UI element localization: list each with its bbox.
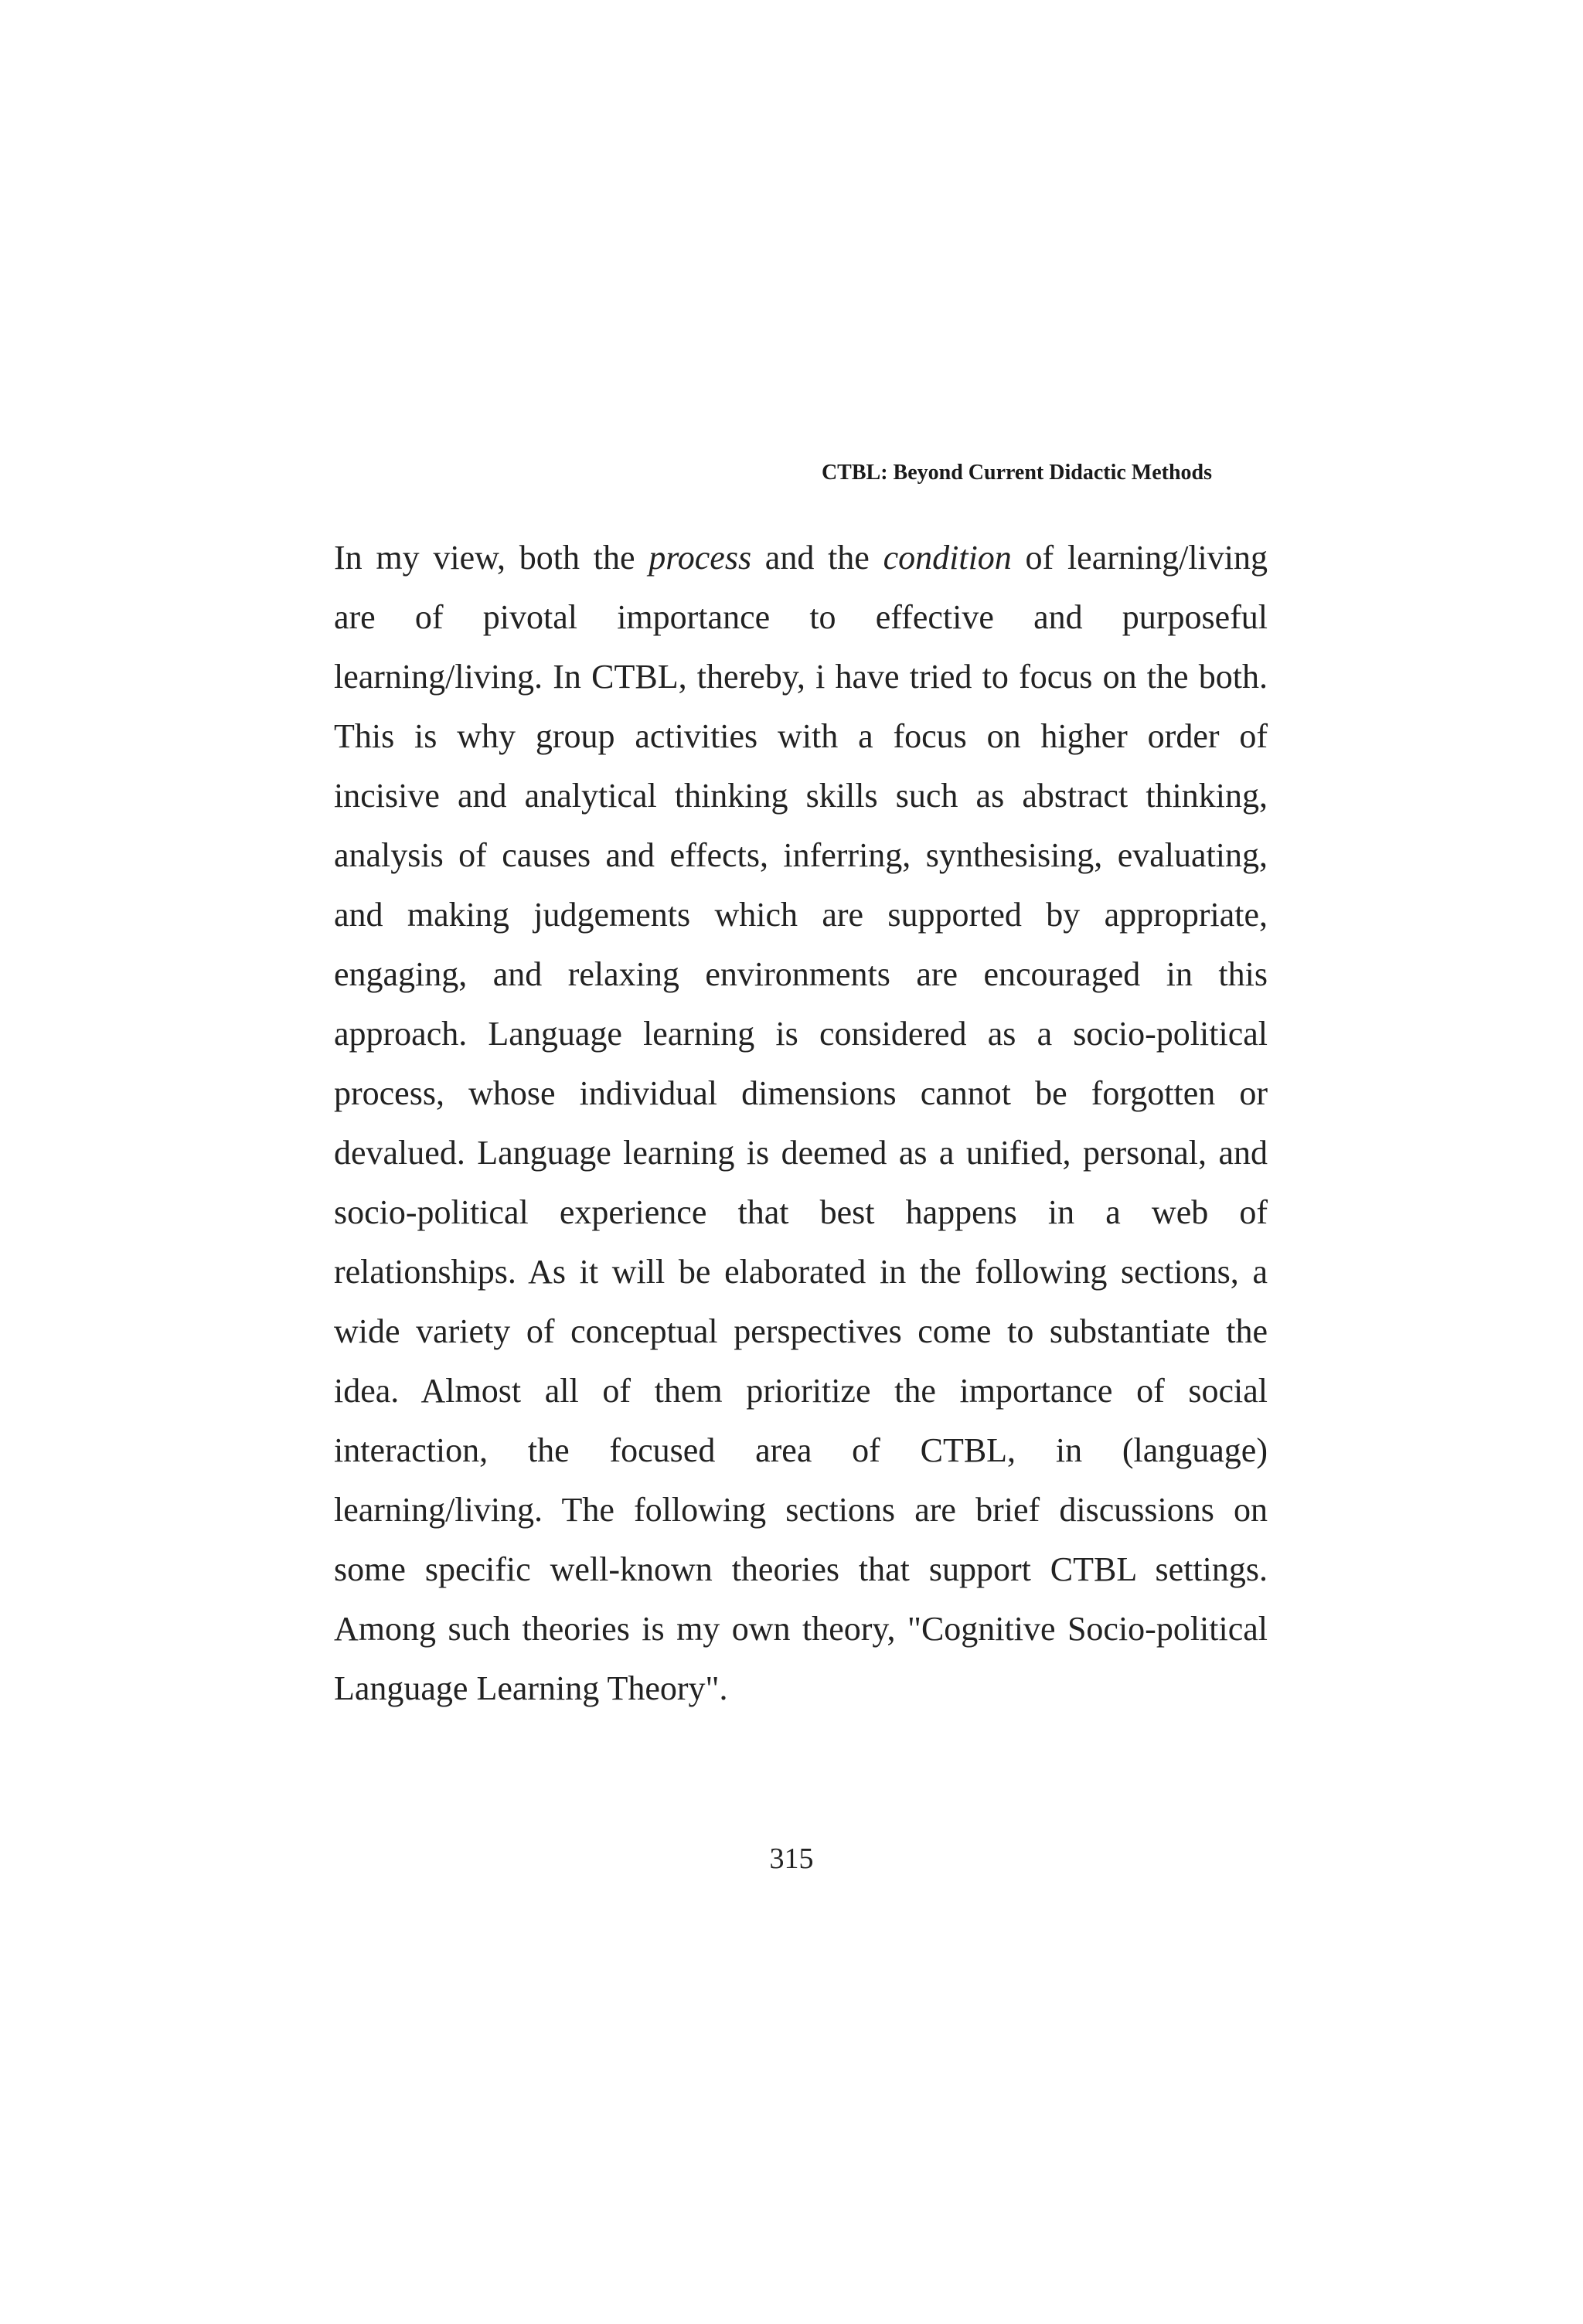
text-line: are of pivotal importance to effective and purposeful <box>334 598 1268 636</box>
text-line-last: Language Learning Theory". <box>334 1669 728 1707</box>
text-line: learning/living. The following sections are brief discussions on <box>334 1491 1268 1529</box>
text-line: In my view, both the process and the condition of learning/living <box>334 539 1268 577</box>
text-line: devalued. Language learning is deemed as a unified, personal, and <box>334 1134 1268 1172</box>
text-line: incisive and analytical thinking skills such as abstract thinking, <box>334 777 1268 815</box>
text-line: some specific well-known theories that support CTBL settings. <box>334 1550 1268 1588</box>
running-header: CTBL: Beyond Current Didactic Methods <box>821 461 1212 485</box>
text-line: idea. Almost all of them prioritize the importance of social <box>334 1372 1268 1410</box>
text-line: Among such theories is my own theory, "Cognitive Socio-political <box>334 1610 1268 1648</box>
text-line: and making judgements which are supported by appropriate, <box>334 896 1268 934</box>
text-line: interaction, the focused area of CTBL, in (language) <box>334 1431 1268 1469</box>
text-line: engaging, and relaxing environments are encouraged in this <box>334 955 1268 993</box>
text-line: analysis of causes and effects, inferring, synthesising, evaluating, <box>334 836 1268 874</box>
text-line: socio-political experience that best happens in a web of <box>334 1193 1268 1231</box>
text-line: This is why group activities with a focus on higher order of <box>334 717 1268 755</box>
body-paragraph <box>334 528 1268 1718</box>
text-line: learning/living. In CTBL, thereby, i have tried to focus on the both. <box>334 658 1268 696</box>
text-line: relationships. As it will be elaborated in the following sections, a <box>334 1253 1268 1291</box>
text-line: approach. Language learning is considered as a socio-political <box>334 1015 1268 1053</box>
text-line: wide variety of conceptual perspectives come to substantiate the <box>334 1312 1268 1350</box>
page-number: 315 <box>769 1843 814 1875</box>
text-line: process, whose individual dimensions cannot be forgotten or <box>334 1074 1268 1112</box>
